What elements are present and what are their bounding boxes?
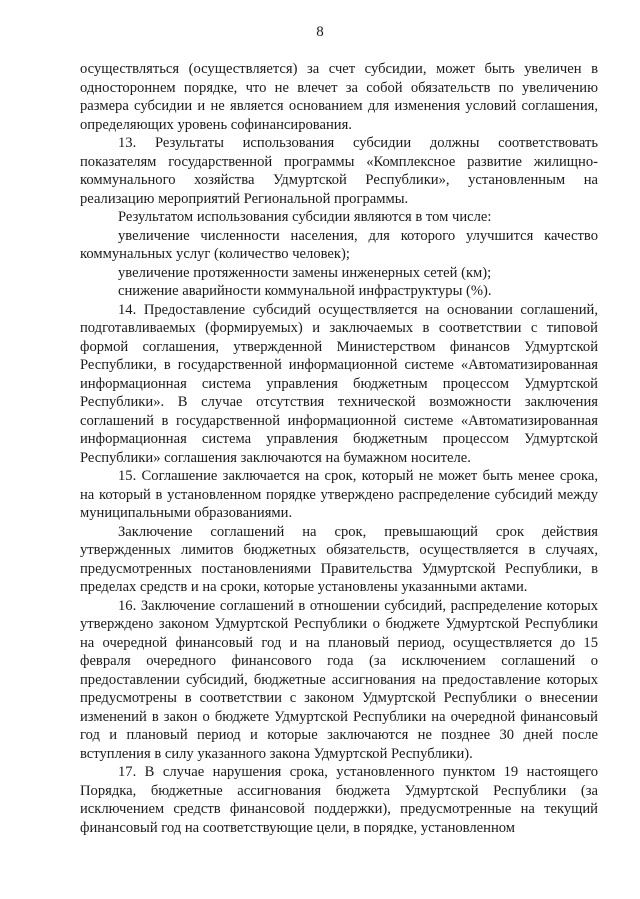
paragraph-agreement-term: Заключение соглашений на срок, превышающий срок действия утвержденных лимитов бюджетных обязательств, осуществляется в случаях, предусмотренных постановлениями Правительства Удмуртской Республики, в пределах средств и на сроки, которые установлены указанными актами. bbox=[80, 523, 598, 595]
paragraph-item-13: 13. Результаты использования субсидии должны соответствовать показателям государственной программы «Комплексное развитие жилищно-коммунального хозяйства Удмуртской Республики», установленным на реализацию мероприятий Региональной программы. bbox=[80, 135, 598, 207]
paragraph-continuation: осуществляться (осуществляется) за счет субсидии, может быть увеличен в одностороннем порядке, что не влечет за собой обязательств по увеличению размера субсидии и не является основанием для изменения условий соглашения, определяющих уровень софинансирования. bbox=[80, 61, 598, 133]
paragraph-item-16: 16. Заключение соглашений в отношении субсидий, распределение которых утверждено законом Удмуртской Республики о бюджете Удмуртской Республики на очередной финансовый год и на плановый период, осуществляется до 15 февраля очередного финансового года (за исключением соглашений о предоставлении субсидий, бюджетные ассигнования на предоставление которых предусмотрены в соответствии с законом Удмуртской Республики о внесении изменений в закон о бюджете Удмуртской Республики на очередной финансовый год и плановый период и которые заключаются не позднее 30 дней после вступления в силу указанного закона Удмуртской Республики). bbox=[80, 597, 598, 762]
paragraph-result-accidents: снижение аварийности коммунальной инфраструктуры (%). bbox=[118, 283, 492, 299]
paragraph-item-14: 14. Предоставление субсидий осуществляется на основании соглашений, подготавливаемых (формируемых) и заключаемых в соответствии с типовой формой соглашения, утвержденной Министерством финансов Удмуртской Республики, в государственной информационной системе «Автоматизированная информационная система управления бюджетным процессом Удмуртской Республики». В случае отсутствия технической возможности заключения соглашений в государственной информационной системе «Автоматизированная информационная система управления бюджетным процессом Удмуртской Республики» соглашения заключаются на бумажном носителе. bbox=[80, 301, 598, 466]
document-body bbox=[80, 60, 598, 837]
paragraph-item-15: 15. Соглашение заключается на срок, который не может быть менее срока, на который в установленном порядке утверждено распределение субсидий между муниципальными образованиями. bbox=[80, 468, 598, 521]
paragraph-result-population: увеличение численности населения, для которого улучшится качество коммунальных услуг (количество человек); bbox=[80, 227, 598, 262]
page-number: 8 bbox=[316, 24, 324, 40]
paragraph-item-17: 17. В случае нарушения срока, установленного пунктом 19 настоящего Порядка, бюджетные ассигнования бюджета Удмуртской Республики (за исключением средств финансовой поддержки), предусмотренные на текущий финансовый год на соответствующие цели, в порядке, установленном bbox=[80, 764, 598, 836]
paragraph-result-networks: увеличение протяженности замены инженерных сетей (км); bbox=[118, 264, 492, 281]
paragraph-results-intro: Результатом использования субсидии являются в том числе: bbox=[118, 209, 492, 225]
